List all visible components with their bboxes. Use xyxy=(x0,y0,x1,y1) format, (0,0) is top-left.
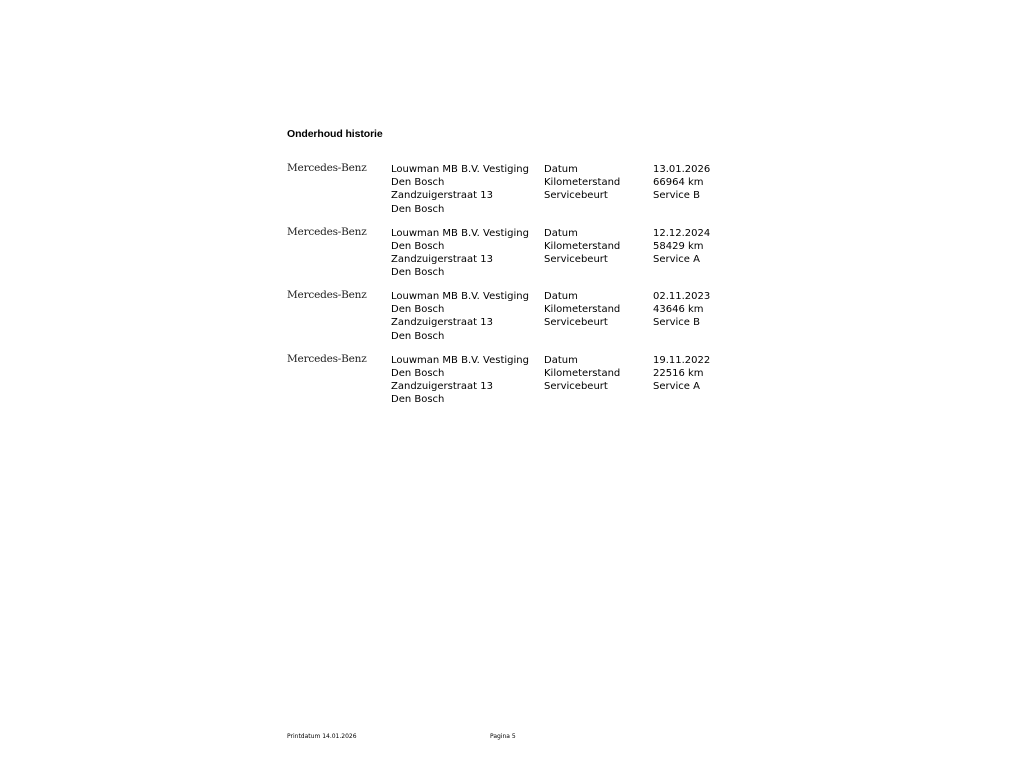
date-value: 02.11.2023 xyxy=(653,291,711,302)
service-value: Service A xyxy=(653,380,700,392)
dealer-address xyxy=(391,163,536,216)
dealer-city: Den Bosch xyxy=(391,203,445,215)
dealer-city: Den Bosch xyxy=(391,267,445,279)
date-value: 13.01.2026 xyxy=(653,164,711,175)
record-values xyxy=(653,354,710,394)
mileage-label: Kilometerstand xyxy=(544,240,621,252)
record-values xyxy=(653,163,710,203)
maintenance-record xyxy=(287,353,727,417)
record-labels xyxy=(544,354,620,394)
mileage-value: 66964 km xyxy=(653,177,704,189)
service-label: Servicebeurt xyxy=(544,190,608,202)
print-date: Printdatum 14.01.2026 xyxy=(287,733,357,740)
record-labels xyxy=(544,290,620,330)
maintenance-history-list xyxy=(287,162,727,416)
mileage-value: 22516 km xyxy=(653,367,704,379)
mercedes-benz-logo: Mercedes-Benz xyxy=(287,289,367,301)
mileage-value: 43646 km xyxy=(653,304,704,316)
dealer-name: Louwman MB B.V. Vestiging Den Bosch xyxy=(391,291,529,316)
dealer-address xyxy=(391,290,536,343)
service-value: Service B xyxy=(653,317,700,329)
date-label: Datum xyxy=(544,164,578,175)
service-label: Servicebeurt xyxy=(544,380,608,392)
dealer-name: Louwman MB B.V. Vestiging Den Bosch xyxy=(391,164,529,189)
dealer-name: Louwman MB B.V. Vestiging Den Bosch xyxy=(391,227,529,252)
dealer-city: Den Bosch xyxy=(391,330,445,342)
dealer-street: Zandzuigerstraat 13 xyxy=(391,380,493,392)
mercedes-benz-logo: Mercedes-Benz xyxy=(287,352,367,365)
maintenance-record xyxy=(287,289,727,353)
mileage-value: 58429 km xyxy=(653,240,704,252)
mileage-label: Kilometerstand xyxy=(544,304,621,316)
dealer-street: Zandzuigerstraat 13 xyxy=(391,190,493,202)
dealer-address xyxy=(391,354,536,407)
record-labels xyxy=(544,163,620,203)
mercedes-benz-logo: Mercedes-Benz xyxy=(287,225,367,238)
mileage-label: Kilometerstand xyxy=(544,177,621,189)
mercedes-benz-logo: Mercedes-Benz xyxy=(287,162,367,174)
maintenance-record xyxy=(287,226,727,290)
dealer-street: Zandzuigerstraat 13 xyxy=(391,317,493,329)
page-number: Pagina 5 xyxy=(490,733,516,740)
maintenance-record xyxy=(287,162,727,226)
service-label: Servicebeurt xyxy=(544,253,608,265)
date-label: Datum xyxy=(544,354,578,366)
record-values xyxy=(653,290,710,330)
service-value: Service A xyxy=(653,253,700,265)
dealer-address xyxy=(391,227,536,280)
date-label: Datum xyxy=(544,291,578,302)
record-labels xyxy=(544,227,620,267)
date-label: Datum xyxy=(544,227,578,239)
date-value: 12.12.2024 xyxy=(653,227,711,239)
dealer-city: Den Bosch xyxy=(391,394,445,406)
section-title: Onderhoud historie xyxy=(287,128,383,140)
service-label: Servicebeurt xyxy=(544,317,608,329)
date-value: 19.11.2022 xyxy=(653,354,711,366)
dealer-name: Louwman MB B.V. Vestiging Den Bosch xyxy=(391,354,529,379)
dealer-street: Zandzuigerstraat 13 xyxy=(391,253,493,265)
mileage-label: Kilometerstand xyxy=(544,367,621,379)
service-value: Service B xyxy=(653,190,700,202)
record-values xyxy=(653,227,710,267)
